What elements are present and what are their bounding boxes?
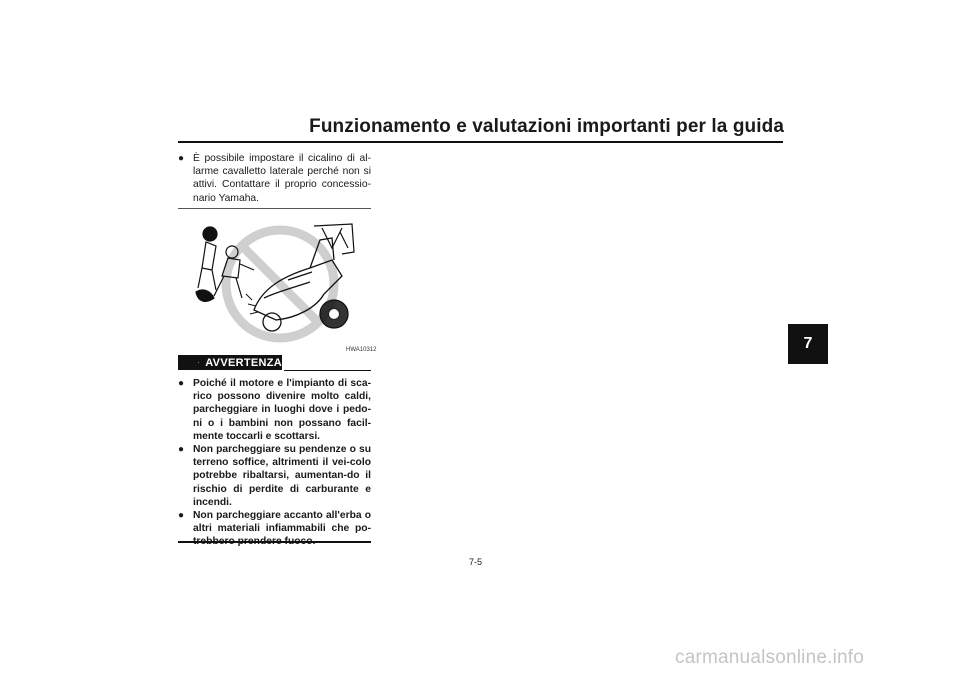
list-item-text: Poiché il motore e l'impianto di sca-rico possono divenire molto caldi, parcheggiare in luoghi dove i pedo-ni o i bambini non possano facil-mente toccarli e scottarsi. (193, 378, 371, 442)
list-item (178, 443, 371, 509)
header-rule (178, 141, 783, 143)
page-header-title: Funzionamento e valutazioni importanti per la guida (309, 116, 784, 137)
warning-bottom-rule (178, 541, 371, 543)
list-item-text: Non parcheggiare accanto all'erba o altri materiali infiammabili che po- (193, 510, 371, 535)
intro-list (178, 152, 371, 205)
page-number: 7-5 (469, 557, 483, 567)
warning-triangle-icon (198, 357, 199, 368)
warning-label (178, 355, 282, 370)
section-rule (178, 208, 371, 209)
list-item (178, 152, 371, 205)
watermark: carmanualsonline.info (675, 647, 865, 668)
bullet-icon: ● (178, 153, 185, 164)
list-item (178, 377, 371, 443)
list-item-text: È possibile impostare il cicalino di al-larme cavalletto laterale perché non si attivi. Contattare il proprio concessio-nario Yamaha. (193, 153, 371, 204)
list-item-text: Non parcheggiare su pendenze o su terreno soffice, altrimenti il vei-colo potrebbe ribaltarsi, aumentan-do il rischio di perdite di carburante e incendi. (193, 444, 371, 508)
bullet-icon: ● (178, 378, 185, 389)
warning-label-text: AVVERTENZA (205, 356, 282, 369)
figure-code: HWA10312 (346, 347, 377, 353)
chapter-tab: 7 (788, 324, 828, 364)
warning-list (178, 377, 371, 549)
no-parking-near-children-illustration (192, 218, 357, 344)
bullet-icon: ● (178, 444, 185, 456)
bullet-icon: ● (178, 510, 185, 522)
warning-label-rule (284, 370, 371, 371)
